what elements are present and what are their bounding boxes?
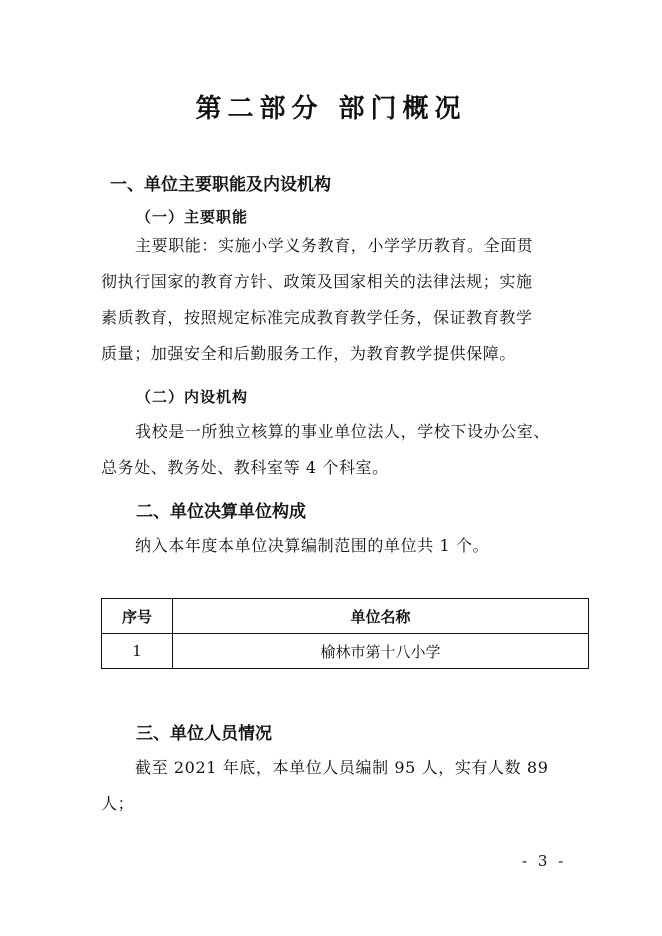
page-title: 第二部分 部门概况 xyxy=(195,94,467,124)
unit-table xyxy=(101,598,589,669)
text-line: 人； xyxy=(101,794,135,813)
text-line: 我校是一所独立核算的事业单位法人，学校下设办公室、 xyxy=(135,422,551,441)
section-heading-units: 二、单位决算单位构成 xyxy=(136,502,306,522)
table-header-row xyxy=(102,599,589,634)
text-line: 截至 2021 年底，本单位人员编制 95 人，实有人数 89 xyxy=(135,758,549,777)
page-number: - 3 - xyxy=(522,852,567,870)
text-line: 总务处、教务处、教科室等 4 个科室。 xyxy=(101,458,389,477)
subsection-heading-main-functions: （一）主要职能 xyxy=(136,208,249,226)
paragraph-units: 纳入本年度本单位决算编制范围的单位共 1 个。 xyxy=(135,536,490,555)
text-line: 质量；加强安全和后勤服务工作，为教育教学提供保障。 xyxy=(101,344,517,363)
section-heading-staff: 三、单位人员情况 xyxy=(136,724,272,744)
column-header-serial: 序号 xyxy=(102,599,173,634)
column-header-unit-name: 单位名称 xyxy=(173,599,589,634)
text-line: 主要职能：实施小学义务教育，小学学历教育。全面贯 xyxy=(135,236,534,255)
paragraph-main-functions xyxy=(101,228,591,372)
paragraph-internal-structure xyxy=(101,414,591,486)
cell-unit-name: 榆林市第十八小学 xyxy=(173,634,589,669)
text-line: 素质教育，按照规定标准完成教育教学任务，保证教育教学 xyxy=(101,308,533,327)
subsection-heading-internal-structure: （二）内设机构 xyxy=(136,388,249,406)
cell-serial: 1 xyxy=(102,634,173,669)
section-heading-functions: 一、单位主要职能及内设机构 xyxy=(110,175,331,195)
paragraph-staff xyxy=(101,750,591,822)
table-row xyxy=(102,634,589,669)
text-line: 彻执行国家的教育方针、政策及国家相关的法律法规；实施 xyxy=(101,272,533,291)
